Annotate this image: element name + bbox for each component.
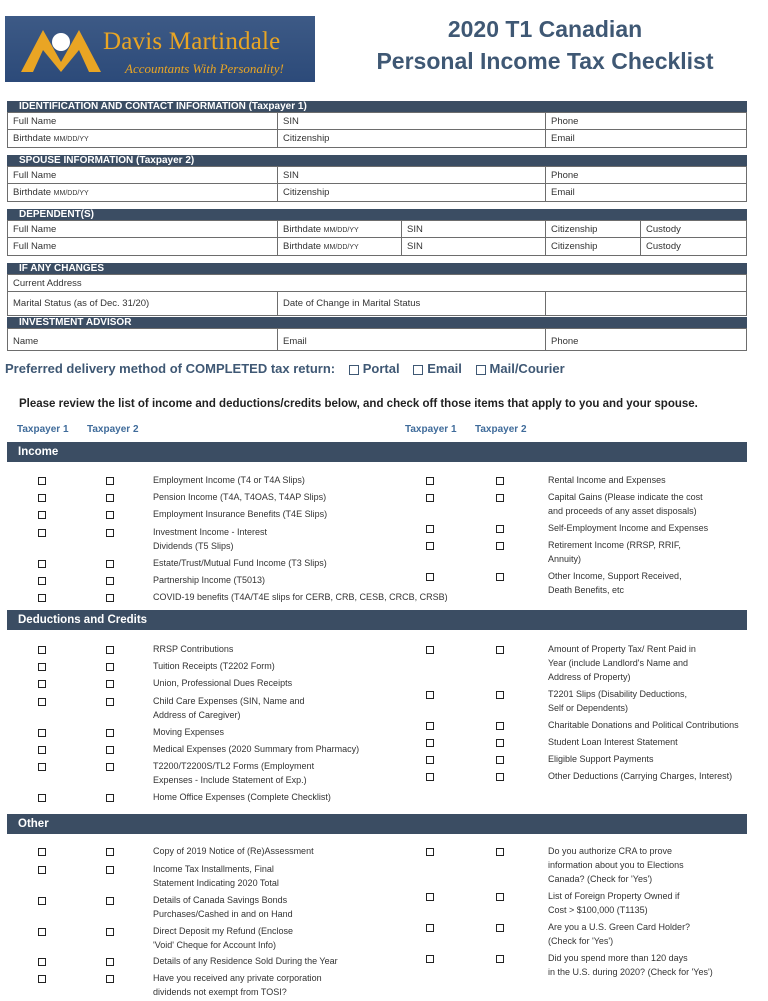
taxpayer1-checkbox[interactable] <box>426 924 434 932</box>
spouse-birthdate-field[interactable]: Birthdate MM/DD/YY <box>8 184 278 201</box>
phone-field[interactable]: Phone <box>551 116 579 127</box>
taxpayer1-checkbox[interactable] <box>38 763 46 771</box>
checklist-item-label: Partnership Income (T5013) <box>153 575 266 585</box>
column-header-taxpayer2-right: Taxpayer 2 <box>475 424 527 435</box>
taxpayer2-checkbox[interactable] <box>106 646 114 654</box>
checklist-item-label: Purchases/Cashed in and on Hand <box>153 909 293 919</box>
checklist-item-label: COVID-19 benefits (T4A/T4E slips for CERB, CRB, CESB, CRCB, CRSB) <box>153 592 448 602</box>
delivery-label: Preferred delivery method of COMPLETED tax return: <box>5 361 336 376</box>
taxpayer2-checkbox[interactable] <box>106 494 114 502</box>
dependent-name-field[interactable]: Full Name <box>8 238 278 255</box>
taxpayer1-checkbox[interactable] <box>426 893 434 901</box>
checklist-item-label: Statement Indicating 2020 Total <box>153 878 279 888</box>
taxpayer1-checkbox[interactable] <box>426 739 434 747</box>
taxpayer1-checkbox[interactable] <box>426 848 434 856</box>
checklist-item-label: Employment Insurance Benefits (T4E Slips) <box>153 509 328 519</box>
checklist-item-label: Copy of 2019 Notice of (Re)Assessment <box>153 846 314 856</box>
taxpayer2-checkbox[interactable] <box>106 848 114 856</box>
taxpayer2-checkbox[interactable] <box>106 746 114 754</box>
taxpayer2-checkbox[interactable] <box>496 525 504 533</box>
checklist-item-label: 'Void' Cheque for Account Info) <box>153 940 277 950</box>
spouse-full-name-field[interactable]: Full Name <box>8 167 278 184</box>
taxpayer1-checkbox[interactable] <box>426 646 434 654</box>
spouse-email-field[interactable]: Email <box>551 187 575 198</box>
taxpayer1-checkbox[interactable] <box>38 680 46 688</box>
taxpayer2-checkbox[interactable] <box>106 560 114 568</box>
taxpayer2-checkbox[interactable] <box>496 722 504 730</box>
checklist-item-label: Other Income, Support Received, <box>548 571 682 581</box>
dependent-citizenship-field[interactable]: Citizenship <box>546 221 641 238</box>
instructions: Please review the list of income and deductions/credits below, and check off those items that apply to you and your spouse. <box>19 398 698 410</box>
taxpayer1-checkbox[interactable] <box>38 663 46 671</box>
taxpayer2-checkbox[interactable] <box>106 698 114 706</box>
taxpayer1-checkbox[interactable] <box>38 848 46 856</box>
taxpayer2-checkbox[interactable] <box>496 739 504 747</box>
taxpayer1-checkbox[interactable] <box>426 722 434 730</box>
checklist-item-label: Estate/Trust/Mutual Fund Income (T3 Slips) <box>153 558 327 568</box>
marital-change-date-field[interactable]: Date of Change in Marital Status <box>278 292 546 315</box>
section-dependents-header: DEPENDENT(S) <box>7 209 747 220</box>
taxpayer2-checkbox[interactable] <box>106 511 114 519</box>
checklist-item-label: Medical Expenses (2020 Summary from Pharmacy) <box>153 744 360 754</box>
spouse-citizenship-field[interactable]: Citizenship <box>278 184 546 201</box>
logo-name: Davis Martindale <box>103 28 281 55</box>
dependent-birthdate-field[interactable]: Birthdate MM/DD/YY <box>278 221 402 238</box>
checklist-item-label: RRSP Contributions <box>153 644 234 654</box>
dependent-custody-field[interactable]: Custody <box>646 224 681 235</box>
info-row <box>7 130 747 148</box>
info-row <box>7 274 747 292</box>
taxpayer2-checkbox[interactable] <box>106 958 114 966</box>
taxpayer1-checkbox[interactable] <box>38 698 46 706</box>
delivery-option-mail[interactable]: Mail/Courier <box>476 361 565 376</box>
checklist-item-label: Tuition Receipts (T2202 Form) <box>153 661 275 671</box>
taxpayer2-checkbox[interactable] <box>106 529 114 537</box>
info-row <box>7 328 747 351</box>
page-title-line1: 2020 T1 Canadian <box>447 16 643 42</box>
citizenship-field[interactable]: Citizenship <box>278 130 546 147</box>
taxpayer2-checkbox[interactable] <box>106 975 114 983</box>
page-title-line2: Personal Income Tax Checklist <box>376 48 714 74</box>
taxpayer1-checkbox[interactable] <box>38 477 46 485</box>
dependent-row <box>7 220 747 238</box>
taxpayer1-checkbox[interactable] <box>38 897 46 905</box>
checklist-item-label: Dividends (T5 Slips) <box>153 541 234 551</box>
checklist-item-label: Child Care Expenses (SIN, Name and <box>153 696 305 706</box>
taxpayer1-checkbox[interactable] <box>426 477 434 485</box>
other-section-header: Other <box>7 814 747 834</box>
checklist-item-label: Year (include Landlord's Name and <box>548 658 688 668</box>
taxpayer1-checkbox[interactable] <box>38 577 46 585</box>
dependent-citizenship-field[interactable]: Citizenship <box>546 238 641 255</box>
taxpayer1-checkbox[interactable] <box>426 573 434 581</box>
checklist-item-label: and proceeds of any asset disposals) <box>548 506 697 516</box>
dependent-row <box>7 238 747 256</box>
spouse-phone-field[interactable]: Phone <box>551 170 579 181</box>
checklist-item-label: Amount of Property Tax/ Rent Paid in <box>548 644 696 654</box>
dependent-name-field[interactable]: Full Name <box>8 221 278 238</box>
deductions-section-header: Deductions and Credits <box>7 610 747 630</box>
taxpayer1-checkbox[interactable] <box>38 866 46 874</box>
info-row <box>7 184 747 202</box>
taxpayer2-checkbox[interactable] <box>496 691 504 699</box>
email-field[interactable]: Email <box>551 133 575 144</box>
dependent-sin-field[interactable]: SIN <box>402 238 546 255</box>
checklist-item-label: Eligible Support Payments <box>548 754 654 764</box>
taxpayer2-checkbox[interactable] <box>496 477 504 485</box>
taxpayer1-checkbox[interactable] <box>426 756 434 764</box>
taxpayer2-checkbox[interactable] <box>106 577 114 585</box>
taxpayer1-checkbox[interactable] <box>38 975 46 983</box>
taxpayer1-checkbox[interactable] <box>38 529 46 537</box>
checklist-item-label: Employment Income (T4 or T4A Slips) <box>153 475 305 485</box>
checklist-item-label: Home Office Expenses (Complete Checklist) <box>153 792 331 802</box>
checklist-item-label: T2200/T2200S/TL2 Forms (Employment <box>153 761 315 771</box>
checklist-item-label: Have you received any private corporation <box>153 973 322 983</box>
checklist-item-label: Pension Income (T4A, T4OAS, T4AP Slips) <box>153 492 327 502</box>
taxpayer2-checkbox[interactable] <box>106 663 114 671</box>
taxpayer2-checkbox[interactable] <box>496 893 504 901</box>
taxpayer1-checkbox[interactable] <box>38 928 46 936</box>
taxpayer1-checkbox[interactable] <box>38 560 46 568</box>
taxpayer1-checkbox[interactable] <box>426 525 434 533</box>
checklist-item-label: Address of Caregiver) <box>153 710 241 720</box>
checklist-item-label: Self-Employment Income and Expenses <box>548 523 709 533</box>
taxpayer2-checkbox[interactable] <box>496 773 504 781</box>
full-name-field[interactable]: Full Name <box>8 113 278 130</box>
checklist-item-label: List of Foreign Property Owned if <box>548 891 680 901</box>
advisor-phone-field[interactable]: Phone <box>551 336 579 347</box>
taxpayer1-checkbox[interactable] <box>38 494 46 502</box>
section-advisor-header: INVESTMENT ADVISOR <box>7 317 747 328</box>
checklist-item-label: (Check for 'Yes') <box>548 936 614 946</box>
checklist-item-label: Are you a U.S. Green Card Holder? <box>548 922 691 932</box>
marital-change-date-value[interactable] <box>546 292 746 315</box>
checklist-item-label: Other Deductions (Carrying Charges, Interest) <box>548 771 733 781</box>
checklist-item-label: Details of Canada Savings Bonds <box>153 895 288 905</box>
taxpayer2-checkbox[interactable] <box>106 928 114 936</box>
taxpayer2-checkbox[interactable] <box>106 594 114 602</box>
taxpayer2-checkbox[interactable] <box>496 542 504 550</box>
taxpayer2-checkbox[interactable] <box>106 680 114 688</box>
delivery-option-email[interactable]: Email <box>413 361 462 376</box>
checklist-item-label: Investment Income - Interest <box>153 527 268 537</box>
column-header-taxpayer1: Taxpayer 1 <box>17 424 69 435</box>
checklist-item-label: Capital Gains (Please indicate the cost <box>548 492 703 502</box>
taxpayer1-checkbox[interactable] <box>38 794 46 802</box>
dependent-birthdate-field[interactable]: Birthdate MM/DD/YY <box>278 238 402 255</box>
taxpayer2-checkbox[interactable] <box>106 729 114 737</box>
checklist-item-label: Do you authorize CRA to prove <box>548 846 673 856</box>
taxpayer1-checkbox[interactable] <box>38 594 46 602</box>
taxpayer1-checkbox[interactable] <box>38 729 46 737</box>
logo-mark-icon <box>19 24 103 74</box>
section-taxpayer1-header: IDENTIFICATION AND CONTACT INFORMATION (Taxpayer 1) <box>7 101 747 112</box>
taxpayer2-checkbox[interactable] <box>496 646 504 654</box>
checklist-item-label: Details of any Residence Sold During the Year <box>153 956 338 966</box>
current-address-field[interactable]: Current Address <box>13 278 82 289</box>
checklist-item-label: Did you spend more than 120 days <box>548 953 688 963</box>
checklist-item-label: Death Benefits, etc <box>548 585 625 595</box>
checkbox-icon[interactable] <box>413 365 423 375</box>
taxpayer2-checkbox[interactable] <box>106 763 114 771</box>
taxpayer1-checkbox[interactable] <box>426 955 434 963</box>
checklist-item-label: Retirement Income (RRSP, RRIF, <box>548 540 681 550</box>
checklist-item-label: Union, Professional Dues Receipts <box>153 678 293 688</box>
checklist-item-label: Annuity) <box>548 554 582 564</box>
taxpayer1-checkbox[interactable] <box>426 691 434 699</box>
checklist-item-label: Cost > $100,000 (T1135) <box>548 905 648 915</box>
checkbox-icon[interactable] <box>476 365 486 375</box>
taxpayer2-checkbox[interactable] <box>106 794 114 802</box>
checklist-item-label: Direct Deposit my Refund (Enclose <box>153 926 294 936</box>
company-logo <box>5 16 315 82</box>
checklist-item-label: in the U.S. during 2020? (Check for 'Yes') <box>548 967 713 977</box>
taxpayer1-checkbox[interactable] <box>426 494 434 502</box>
checklist-item-label: Canada? (Check for 'Yes') <box>548 874 653 884</box>
birthdate-field[interactable]: Birthdate MM/DD/YY <box>8 130 278 147</box>
checklist-item-label: Income Tax Installments, Final <box>153 864 274 874</box>
column-header-taxpayer2: Taxpayer 2 <box>87 424 139 435</box>
checklist-item-label: Address of Property) <box>548 672 631 682</box>
dependent-custody-field[interactable]: Custody <box>646 241 681 252</box>
checklist-item-label: Student Loan Interest Statement <box>548 737 678 747</box>
info-row <box>7 112 747 130</box>
marital-status-field[interactable]: Marital Status (as of Dec. 31/20) <box>8 292 278 315</box>
info-row <box>7 166 747 184</box>
delivery-option-portal[interactable]: Portal <box>349 361 400 376</box>
checklist-item-label: Rental Income and Expenses <box>548 475 666 485</box>
taxpayer2-checkbox[interactable] <box>496 573 504 581</box>
checklist-item-label: Charitable Donations and Political Contributions <box>548 720 739 730</box>
checklist-item-label: T2201 Slips (Disability Deductions, <box>548 689 688 699</box>
taxpayer2-checkbox[interactable] <box>496 924 504 932</box>
section-changes-header: IF ANY CHANGES <box>7 263 747 274</box>
dependent-sin-field[interactable]: SIN <box>402 221 546 238</box>
advisor-email-field[interactable]: Email <box>278 329 546 351</box>
taxpayer2-checkbox[interactable] <box>496 494 504 502</box>
column-header-taxpayer1-right: Taxpayer 1 <box>405 424 457 435</box>
taxpayer2-checkbox[interactable] <box>106 897 114 905</box>
spouse-sin-field[interactable]: SIN <box>278 167 546 184</box>
checklist-item-label: Expenses - Include Statement of Exp.) <box>153 775 307 785</box>
checklist-item-label: Self or Dependents) <box>548 703 629 713</box>
taxpayer2-checkbox[interactable] <box>106 477 114 485</box>
taxpayer1-checkbox[interactable] <box>426 773 434 781</box>
taxpayer2-checkbox[interactable] <box>496 955 504 963</box>
taxpayer2-checkbox[interactable] <box>496 848 504 856</box>
sin-field[interactable]: SIN <box>278 113 546 130</box>
checklist-item-label: dividends not exempt from TOSI? <box>153 987 287 997</box>
checklist-item-label: information about you to Elections <box>548 860 684 870</box>
advisor-name-field[interactable]: Name <box>8 329 278 351</box>
taxpayer2-checkbox[interactable] <box>106 866 114 874</box>
taxpayer2-checkbox[interactable] <box>496 756 504 764</box>
info-row <box>7 292 747 316</box>
checkbox-icon[interactable] <box>349 365 359 375</box>
income-section-header: Income <box>7 442 747 462</box>
taxpayer1-checkbox[interactable] <box>38 646 46 654</box>
taxpayer1-checkbox[interactable] <box>426 542 434 550</box>
taxpayer1-checkbox[interactable] <box>38 746 46 754</box>
logo-tagline: Accountants With Personality! <box>125 61 284 76</box>
checklist-item-label: Moving Expenses <box>153 727 225 737</box>
taxpayer1-checkbox[interactable] <box>38 958 46 966</box>
taxpayer1-checkbox[interactable] <box>38 511 46 519</box>
section-spouse-header: SPOUSE INFORMATION (Taxpayer 2) <box>7 155 747 166</box>
delivery-preference <box>5 361 565 376</box>
